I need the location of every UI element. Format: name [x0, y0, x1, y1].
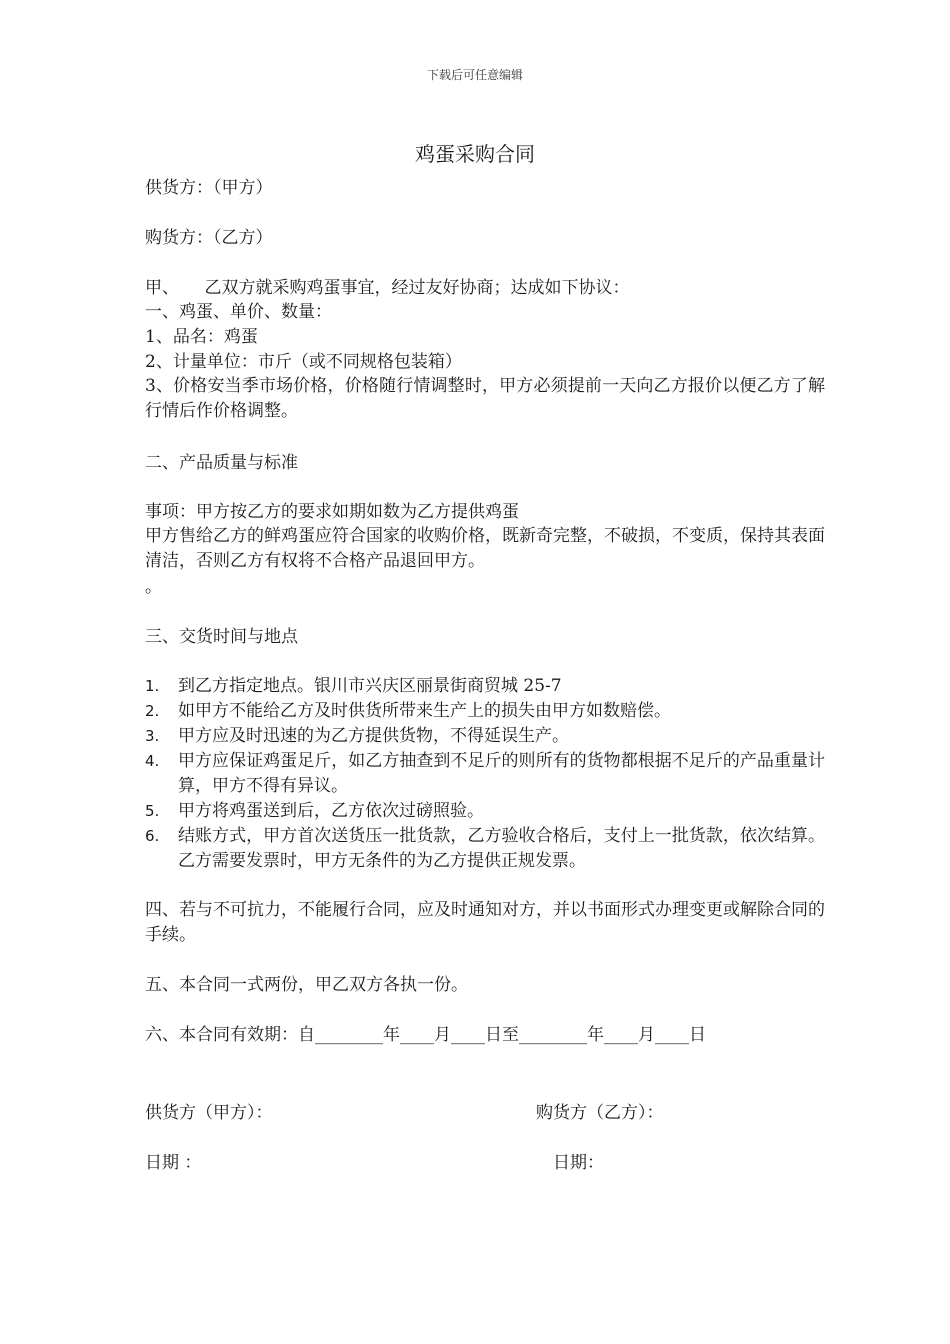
intro-paragraph: 甲、 乙双方就采购鸡蛋事宜，经过友好协商；达成如下协议： — [145, 278, 630, 298]
section1-item: 2、计量单位：市斤（或不同规格包装箱） — [145, 352, 462, 372]
list-item — [145, 724, 825, 749]
list-text: 甲方应及时迅速的为乙方提供货物，不得延误生产。 — [178, 726, 569, 746]
list-number: 5. — [145, 802, 160, 820]
supplier-date-label: 日期 ： — [145, 1153, 202, 1173]
list-text: 结账方式，甲方首次送货压一批货款，乙方验收合格后，支付上一批货款，依次结算。乙方需要发票时，甲方无条件的为乙方提供正规发票。 — [178, 826, 825, 871]
section2-heading: 二、产品质量与标准 — [145, 453, 298, 473]
section3-heading: 三、交货时间与地点 — [145, 627, 298, 647]
list-number: 1. — [145, 677, 160, 695]
list-item — [145, 824, 825, 874]
list-item — [145, 674, 825, 699]
section1-heading: 一、鸡蛋、单价、数量： — [145, 302, 332, 322]
list-item — [145, 699, 825, 724]
list-text: 甲方将鸡蛋送到后，乙方依次过磅照验。 — [178, 801, 484, 821]
list-number: 2. — [145, 702, 160, 720]
section1-item: 1、品名：鸡蛋 — [145, 327, 258, 347]
buyer-date-label: 日期： — [553, 1153, 604, 1173]
list-text: 到乙方指定地点。银川市兴庆区丽景街商贸城 25-7 — [178, 676, 562, 696]
section2-paragraph: 事项：甲方按乙方的要求如期如数为乙方提供鸡蛋 — [145, 502, 519, 522]
page-title: 鸡蛋采购合同 — [415, 142, 535, 166]
section1-item: 3、价格安当季市场价格，价格随行情调整时，甲方必须提前一天向乙方报价以便乙方了解行情后作价格调整。 — [145, 376, 825, 421]
delivery-list — [145, 674, 825, 874]
list-number: 6. — [145, 827, 160, 845]
list-text: 如甲方不能给乙方及时供货所带来生产上的损失由甲方如数赔偿。 — [178, 701, 671, 721]
list-item — [145, 749, 825, 799]
header-note: 下载后可任意编辑 — [426, 68, 523, 82]
section2-paragraph: 甲方售给乙方的鲜鸡蛋应符合国家的收购价格，既新奇完整，不破损，不变质，保持其表面清洁，否则乙方有权将不合格产品退回甲方。 — [145, 526, 825, 571]
list-number: 4. — [145, 752, 160, 770]
buyer-line: 购货方：（乙方） — [145, 228, 273, 248]
supplier-signature-label: 供货方（甲方）： — [145, 1103, 273, 1123]
list-item — [145, 799, 825, 824]
supplier-line: 供货方：（甲方） — [145, 178, 273, 198]
section5-paragraph: 五、本合同一式两份，甲乙双方各执一份。 — [145, 975, 468, 995]
section6-validity-period: 六、本合同有效期：自________年____月____日至________年____月____日 — [145, 1025, 706, 1045]
list-text: 甲方应保证鸡蛋足斤，如乙方抽查到不足斤的则所有的货物都根据不足斤的产品重量计算，甲方不得有异议。 — [178, 751, 825, 796]
list-number: 3. — [145, 727, 160, 745]
buyer-signature-label: 购货方（乙方）： — [536, 1103, 664, 1123]
section2-paragraph: 。 — [145, 577, 162, 597]
section4-paragraph: 四、若与不可抗力，不能履行合同，应及时通知对方，并以书面形式办理变更或解除合同的手续。 — [145, 900, 825, 945]
